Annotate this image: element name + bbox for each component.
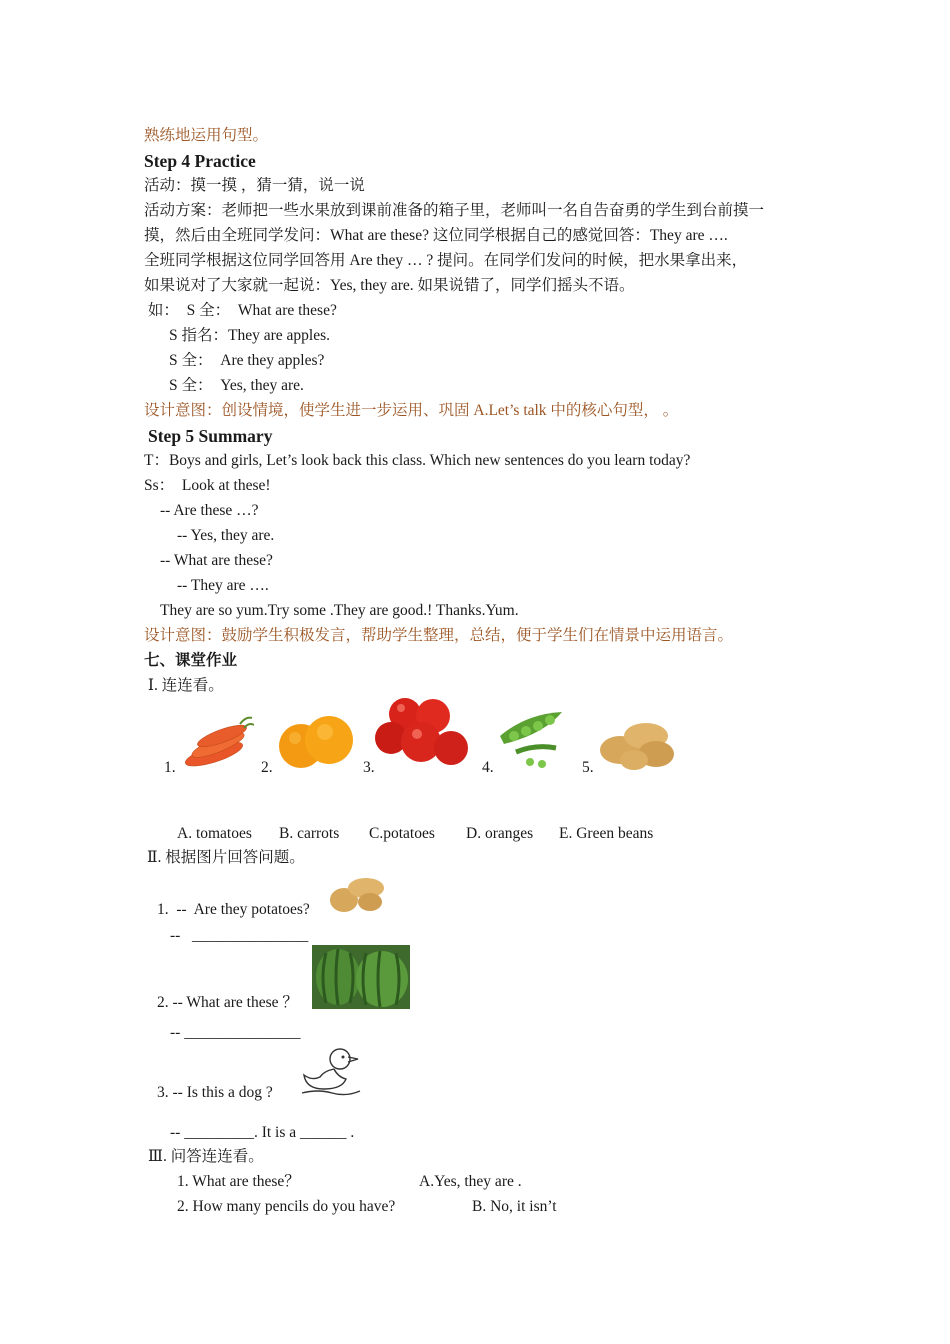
part2-answer-3: -- _________. It is a ______ . [170,1124,355,1141]
part2-answer-2: -- _______________ [170,1024,301,1041]
part2-question-1: 1. -- Are they potatoes? [157,901,310,918]
step4-heading: Step 4 Practice [144,151,256,171]
part2-question-2: 2. -- What are these ？ [157,994,298,1011]
green-beans-picture [496,700,570,770]
potatoes-small-picture [326,872,388,916]
option-e: E. Green beans [559,825,654,842]
part3-title: Ⅲ. 问答连连看。 [148,1148,264,1165]
pic-number-4: 4. [482,759,494,776]
part3-question-2: 2. How many pencils do you have? [177,1198,396,1215]
option-c: C.potatoes [369,825,435,842]
part2-title: Ⅱ. 根据图片回答问题。 [147,849,305,866]
part3-answer-b: B. No, it isn’t [472,1198,557,1215]
option-d: D. oranges [466,825,534,842]
design-intent-2: 设计意图：鼓励学生积极发言，帮助学生整理，总结，便于学生们在情景中运用语言。 [144,627,734,644]
part3-answer-a: A.Yes, they are . [419,1173,522,1190]
homework-heading: 七、课堂作业 [144,652,238,669]
students-line: Ss： Look at these! [144,477,271,494]
oranges-picture [277,710,355,774]
part3-question-1: 1. What are these？ [177,1173,300,1190]
pic-number-1: 1. [164,759,176,776]
dialog-line-1: -- Are these …? [160,502,259,519]
intro-line: 熟练地运用句型。 [144,127,269,144]
potatoes-picture [598,716,678,772]
step5-heading: Step 5 Summary [148,426,273,446]
example-line-2: S 指名：They are apples. [169,327,330,344]
activity-plan-line-2: 摸，然后由全班同学发问：What are these? 这位同学根据自己的感觉回答：They are …. [144,227,728,244]
teacher-line: T：Boys and girls, Let’s look back this class. Which new sentences do you learn today? [144,452,691,469]
activity-line: 活动：摸一摸 ，猜一猜，说一说 [144,177,365,194]
dialog-line-3: -- What are these? [160,552,273,569]
activity-plan-line-3: 全班同学根据这位同学回答用 Are they … ? 提问。在同学们发问的时候，把水果拿出来， [144,252,748,269]
part1-title: Ⅰ. 连连看。 [144,677,224,694]
duck-picture [298,1045,364,1099]
activity-plan-line-4: 如果说对了大家就一起说：Yes, they are. 如果说错了，同学们摇头不语。 [144,277,635,294]
part2-question-3: 3. -- Is this a dog ? [157,1084,273,1101]
tomatoes-picture [375,694,471,774]
example-line-4: S 全： Yes, they are. [169,377,304,394]
dialog-line-4: -- They are …. [177,577,269,594]
pic-number-3: 3. [363,759,375,776]
part2-answer-1: -- _______________ [170,927,309,944]
option-b: B. carrots [279,825,340,842]
dialog-line-2: -- Yes, they are. [177,527,275,544]
watermelons-picture [312,945,410,1009]
pic-number-5: 5. [582,759,594,776]
option-a: A. tomatoes [177,825,252,842]
example-line-1: 如： S 全： What are these? [144,302,337,319]
dialog-line-5: They are so yum.Try some .They are good.! Thanks.Yum. [160,602,519,619]
activity-plan-line-1: 活动方案：老师把一些水果放到课前准备的箱子里，老师叫一名自告奋勇的学生到台前摸一 [144,202,765,219]
pic-number-2: 2. [261,759,273,776]
example-line-3: S 全： Are they apples? [169,352,325,369]
design-intent-1: 设计意图：创设情境，使学生进一步运用、巩固 A.Let’s talk 中的核心句型， 。 [144,402,679,419]
carrots-picture [178,714,254,772]
